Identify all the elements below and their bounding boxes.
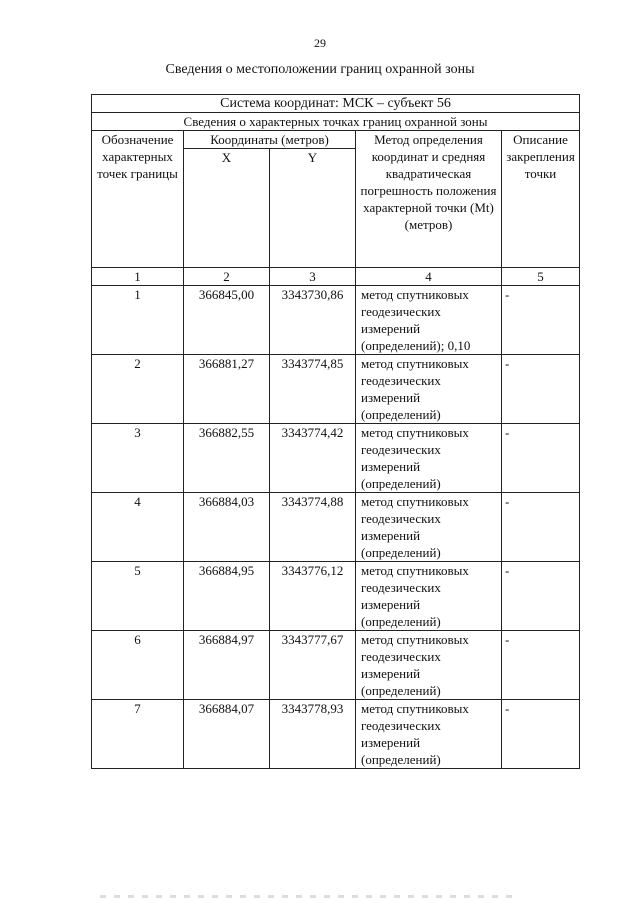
x-coordinate-cell: 366884,97 [184,631,270,700]
x-coordinate-cell: 366884,03 [184,493,270,562]
method-cell: метод спутниковых геодезических измерений (определений) [356,631,502,700]
y-coordinate-cell: 3343774,85 [270,355,356,424]
table-row [92,355,580,424]
scan-artifact [100,895,520,898]
method-cell: метод спутниковых геодезических измерений (определений) [356,700,502,769]
y-coordinate-cell: 3343777,67 [270,631,356,700]
method-cell: метод спутниковых геодезических измерений (определений) [356,562,502,631]
method-header: Метод определения координат и средняя квадратическая погрешность положения характерной точки (Mt) (метров) [356,131,502,268]
table-subtitle: Сведения о характерных точках границ охранной зоны [92,113,580,131]
method-cell: метод спутниковых геодезических измерений (определений) [356,424,502,493]
description-cell: - [502,700,580,769]
column-number: 4 [356,268,502,286]
y-coordinate-cell: 3343774,42 [270,424,356,493]
coordinates-header: Координаты (метров) [184,131,356,149]
description-cell: - [502,424,580,493]
x-header: X [184,149,270,268]
table-row [92,700,580,769]
column-number: 2 [184,268,270,286]
description-cell: - [502,286,580,355]
coordinate-system-header: Система координат: МСК – субъект 56 [92,95,580,113]
table-row [92,286,580,355]
y-header: Y [270,149,356,268]
y-coordinate-cell: 3343730,86 [270,286,356,355]
x-coordinate-cell: 366884,07 [184,700,270,769]
column-number: 1 [92,268,184,286]
y-coordinate-cell: 3343778,93 [270,700,356,769]
column-number: 3 [270,268,356,286]
description-cell: - [502,562,580,631]
table-row [92,562,580,631]
description-cell: - [502,355,580,424]
y-coordinate-cell: 3343776,12 [270,562,356,631]
document-title: Сведения о местоположении границ охранной зоны [165,62,475,77]
point-id-cell: 3 [92,424,184,493]
page-number: 29 [314,36,326,50]
x-coordinate-cell: 366845,00 [184,286,270,355]
point-id-cell: 7 [92,700,184,769]
point-id-cell: 6 [92,631,184,700]
description-cell: - [502,631,580,700]
point-id-cell: 2 [92,355,184,424]
x-coordinate-cell: 366882,55 [184,424,270,493]
point-id-cell: 5 [92,562,184,631]
point-id-cell: 4 [92,493,184,562]
method-cell: метод спутниковых геодезических измерений (определений) [356,355,502,424]
table-row [92,631,580,700]
table-row [92,493,580,562]
description-header: Описание закрепления точки [502,131,580,268]
table-row [92,424,580,493]
y-coordinate-cell: 3343774,88 [270,493,356,562]
column-number: 5 [502,268,580,286]
boundary-points-table [91,94,580,769]
designation-header: Обозначение характерных точек границы [92,131,184,268]
description-cell: - [502,493,580,562]
x-coordinate-cell: 366884,95 [184,562,270,631]
point-id-cell: 1 [92,286,184,355]
method-cell: метод спутниковых геодезических измерений (определений) [356,493,502,562]
x-coordinate-cell: 366881,27 [184,355,270,424]
method-cell: метод спутниковых геодезических измерений (определений); 0,10 [356,286,502,355]
